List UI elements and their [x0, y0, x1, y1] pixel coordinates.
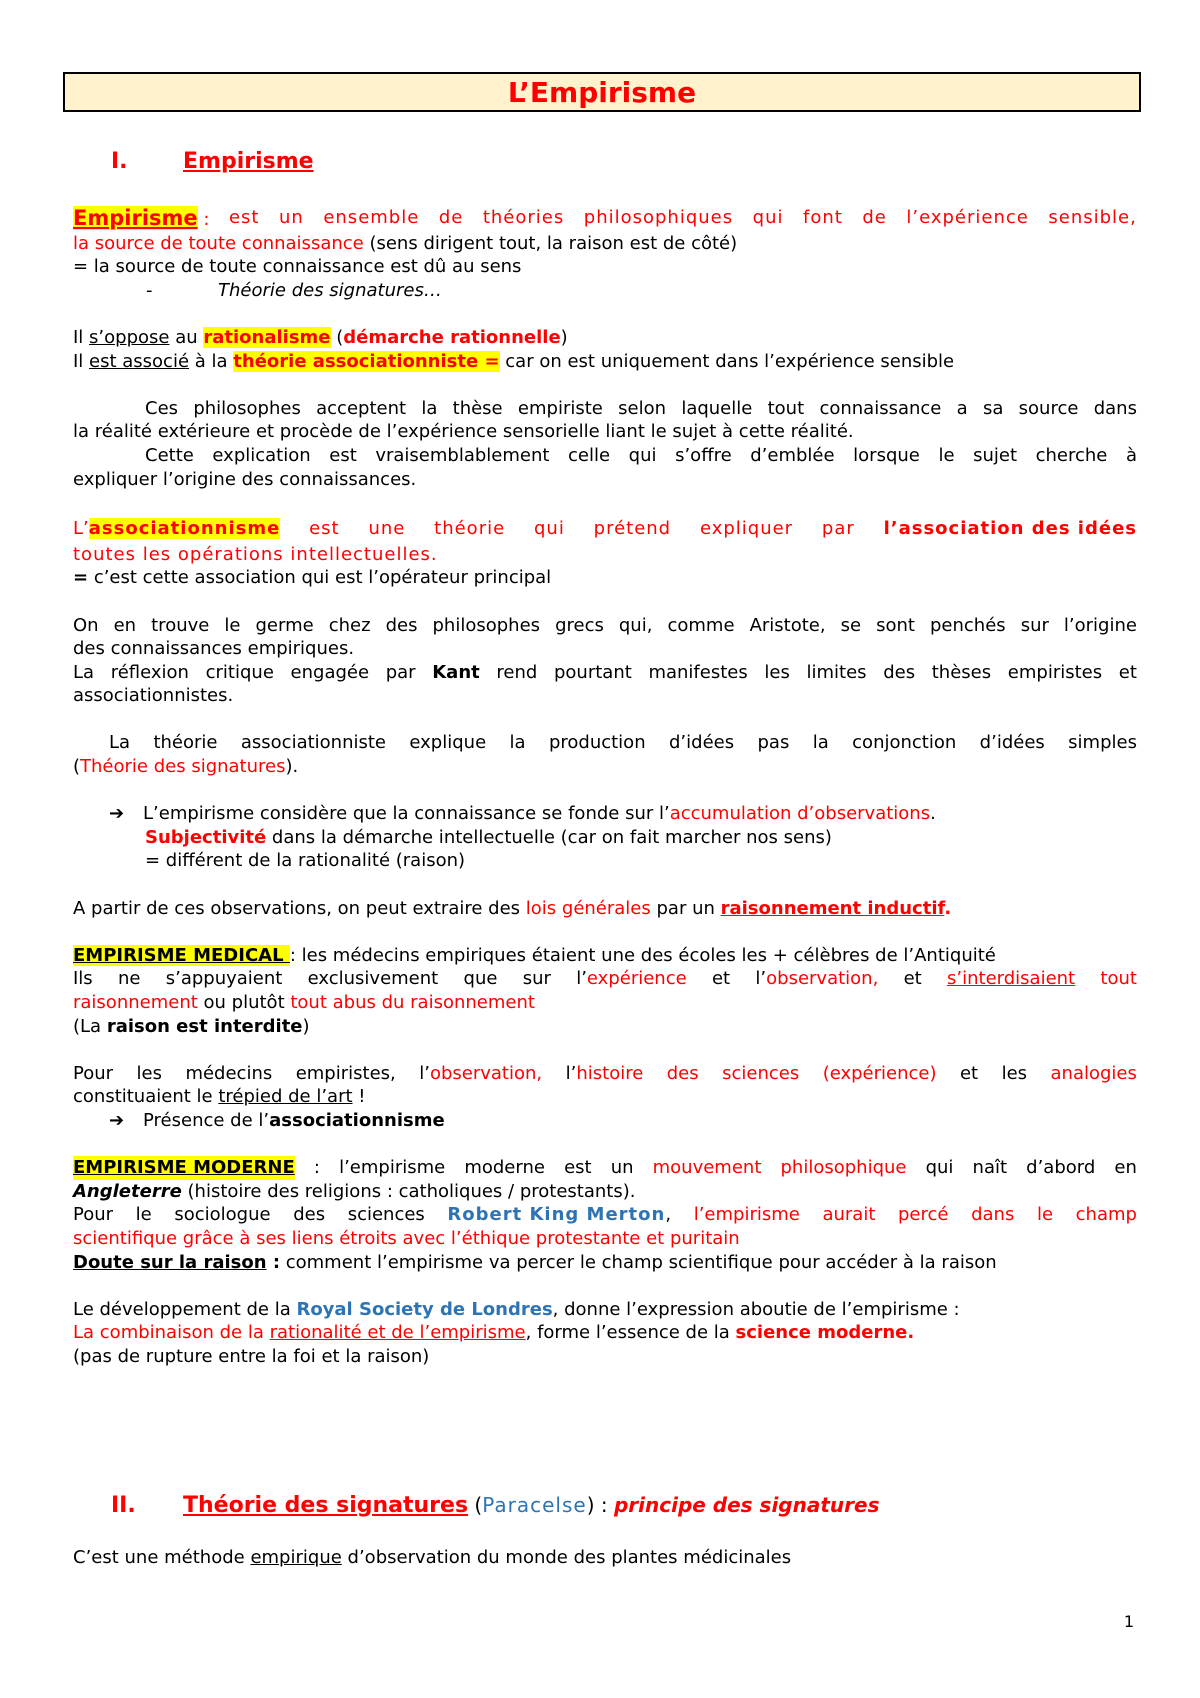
paragraph-philosophes: Ces philosophes acceptent la thèse empiriste selon laquelle tout connaissance a sa source dans — [145, 397, 1137, 419]
merton-line: Pour le sociologue des sciences Robert King Merton, l’empirisme aurait percé dans le champ — [73, 1204, 1137, 1226]
operateur-line: = c’est cette association qui est l’opérateur principal — [73, 567, 552, 589]
title-box — [63, 72, 1141, 112]
section-number: II. — [111, 1492, 136, 1518]
section-title: Empirisme — [183, 149, 314, 174]
name-paracelse: Paracelse — [482, 1492, 587, 1517]
doute-line: Doute sur la raison : comment l’empirisme va percer le champ scientifique pour accéder à la raison — [73, 1251, 997, 1273]
arrow-icon: ➔ — [109, 803, 125, 825]
arrow-icon: ➔ — [109, 1109, 125, 1131]
document-title: L’Empirisme — [507, 75, 697, 109]
paragraph-kant: La réflexion critique engagée par Kant rend pourtant manifestes les limites des thèses empiristes et — [73, 661, 1137, 683]
name-merton: Robert King Merton — [447, 1204, 666, 1226]
associationnisme-definition: L’associationnisme est une théorie qui prétend expliquer par l’association des idées — [73, 517, 1137, 539]
arrow-item-presence: ➔ Présence de l’associationnisme — [73, 1109, 1137, 1133]
medecins-line: Ils ne s’appuyaient exclusivement que sur l’expérience et l’observation, et s’interdisaient tout — [73, 968, 1137, 990]
associe-line: Il est associé à la théorie associationniste = car on est uniquement dans l’expérience sensible — [73, 350, 955, 372]
definition-line: Empirisme : est un ensemble de théories philosophiques qui font de l’expérience sensible, — [73, 205, 1137, 230]
methode-line: C’est une méthode empirique d’observation du monde des plantes médicinales — [73, 1547, 792, 1569]
equals-line: = la source de toute connaissance est dû au sens — [73, 256, 522, 278]
arrow-item-accumulation: ➔ L’empirisme considère que la connaissance se fonde sur l’accumulation d’observations. — [73, 802, 1137, 826]
combinaison-line: La combinaison de la rationalité et de l’empirisme, forme l’essence de la science moderne. — [73, 1322, 915, 1344]
empirisme-medical-line: EMPIRISME MEDICAL : les médecins empiriques étaient une des écoles les + célèbres de l’Antiquité — [73, 944, 996, 966]
section-number: I. — [111, 149, 128, 174]
term-empirisme: Empirisme — [73, 205, 198, 230]
section-2-heading: II. Théorie des signatures (Paracelse) : principe des signatures — [73, 1487, 1137, 1523]
label-empirisme-medical: EMPIRISME MEDICAL — [73, 944, 290, 966]
label-empirisme-moderne: EMPIRISME MODERNE — [73, 1157, 295, 1179]
medecins-empiristes-line: Pour les médecins empiristes, l’observation, l’histoire des sciences (expérience) et les analogies — [73, 1062, 1137, 1084]
paragraph-explication: Cette explication est vraisemblablement celle qui s’offre d’emblée lorsque le sujet cherche à — [145, 444, 1137, 466]
oppose-line: Il s’oppose au rationalisme (démarche rationnelle) — [73, 326, 568, 348]
term-associationnisme: associationnisme — [88, 517, 281, 539]
empirisme-moderne-line: EMPIRISME MODERNE : l’empirisme moderne est un mouvement philosophique qui naît d’abord en — [73, 1157, 1137, 1179]
page-number: 1 — [1123, 1612, 1134, 1631]
royal-society-line: Le développement de la Royal Society de Londres, donne l’expression aboutie de l’empirisme : — [73, 1298, 960, 1320]
definition-line-2: la source de toute connaissance (sens dirigent tout, la raison est de côté) — [73, 232, 738, 254]
section-title: Théorie des signatures — [183, 1492, 469, 1518]
observations-line: A partir de ces observations, on peut extraire des lois générales par un raisonnement inductif. — [73, 897, 952, 919]
bullet-signatures: - Théorie des signatures… — [146, 279, 442, 301]
paragraph-grecs: On en trouve le germe chez des philosophes grecs qui, comme Aristote, se sont penchés sur l’origine — [73, 614, 1137, 636]
paragraph-theorie: La théorie associationniste explique la production d’idées pas la conjonction d’idées simples — [109, 732, 1137, 754]
section-1-heading — [73, 144, 1137, 180]
document-body: I. Empirisme Empirisme : est un ensemble de théories philosophiques qui font de l’expérience sensible, la source de toute connaissance (sens dirigent tout, la raison est de côté) = la source de toute connaissance est dû au sens - Théorie des signatures… Il s’oppose au rationalisme (démarche rationnelle) Il est associé à la théorie associationniste = car on est uniquement dans l’expérience sensible Ces philosophes acceptent la thèse empiriste selon laquelle tout connaissance a sa source dans la réalité extérieure et procède de l’expérience sensorielle liant le sujet à cette réalité. Cette explication est vraisemblablement celle qui s’offre d’emblée lorsque le sujet cherche à expliquer l’origine des connaissances. L’associationnisme est une théorie qui prétend expliquer par l’association des idées toutes les opérations intellectuelles. = c’est cette association qui est l’opérateur principal On en trouve le germe chez des philosophes grecs qui, comme Aristote, se sont penchés sur l’origine des connaissances empiriques. La réflexion critique engagée par Kant rend pourtant manifestes les limites des thèses empiristes et associationnistes. La théorie associationniste explique la production d’idées pas la conjonction d’idées simples (Théorie des signatures). ➔ L’empirisme considère que la connaissance se fonde sur l’accumulation d’observations. Subjectivité dans la démarche intellectuelle (car on fait marcher nos sens) = différent de la rationalité (raison) A partir de ces observations, on peut extraire des lois générales par un raisonnement inductif. EMPIRISME MEDICAL : les médecins empiriques étaient une des écoles les + célèbres de l’Antiquité Ils ne s’appuyaient exclusivement que sur l’expérience et l’observation, et s’interdisaient tout raisonnement ou plutôt tout abus du raisonnement (La raison est interdite) Pour les médecins empiristes, l’observation, l’histoire des sciences (expérience) et les analogies constituaient le trépied de l’art ! ➔ Présence de l’associationnisme EMPIRISME MODERNE : l’empirisme moderne est un mouvement philosophique qui naît d’abord en Angleterre (histoire des religions : catholiques / protestants). Pour le sociologue des sciences Robert King Merton, l’empirisme aurait percé dans le champ scientifique grâce à ses liens étroits avec l’éthique protestante et puritain Doute sur la raison : comment l’empirisme va percer le champ scientifique pour accéder à la raison Le développement de la Royal Society de Londres, donne l’expression aboutie de l’empirisme : La combinaison de la rationalité et de l’empirisme, forme l’essence de la science moderne. (pas de rupture entre la foi et la raison) II. Théorie des signatures (Paracelse) : principe des signatures C’est une méthode empirique d’observation du monde des plantes médicinales — [73, 144, 1137, 1570]
